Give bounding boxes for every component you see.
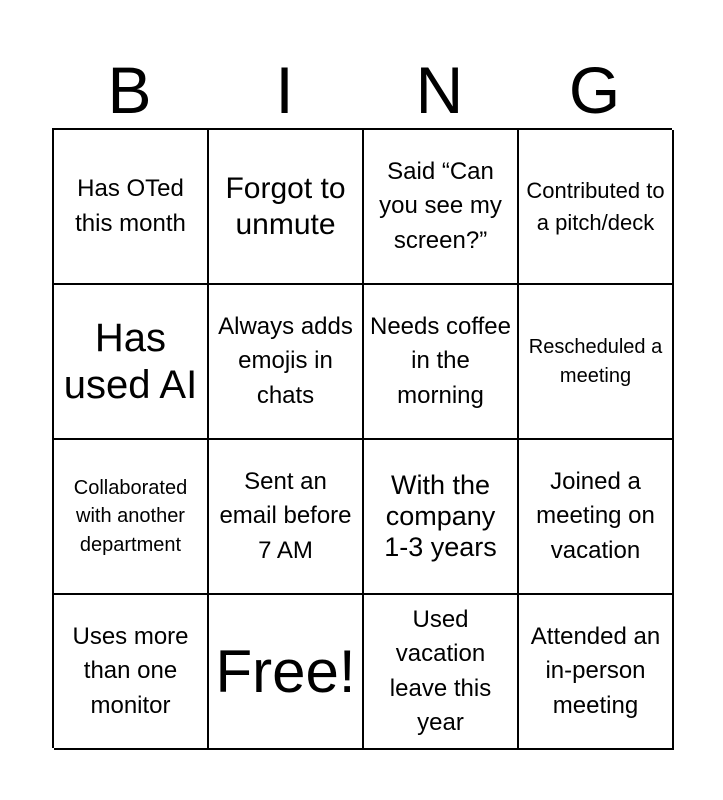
bingo-cell-r4c4[interactable]: [519, 595, 674, 750]
bingo-cell-r1c1[interactable]: [54, 130, 209, 285]
bingo-cell-r1c4[interactable]: [519, 130, 674, 285]
bingo-cell-r3c4[interactable]: [519, 440, 674, 595]
cell-text: Collaborated with another department: [73, 476, 188, 556]
cell-text: Always adds emojis in chats: [218, 313, 353, 409]
bingo-cell-r2c4[interactable]: [519, 285, 674, 440]
cell-text: Forgot to unmute: [225, 171, 346, 241]
cell-text: Rescheduled a meeting: [528, 335, 663, 387]
bingo-cell-r1c3[interactable]: [364, 130, 519, 285]
header-letter-i: I: [275, 53, 294, 127]
bingo-board: [52, 128, 672, 748]
bingo-cell-r1c2[interactable]: [209, 130, 364, 285]
cell-text: Used vacation leave this year: [389, 606, 492, 736]
cell-text: With the company 1-3 years: [384, 469, 497, 563]
cell-text: Free!: [215, 637, 356, 705]
bingo-cell-r3c2[interactable]: [209, 440, 364, 595]
bingo-cell-r3c3[interactable]: [364, 440, 519, 595]
bingo-header: [52, 52, 672, 128]
bingo-cell-r2c2[interactable]: [209, 285, 364, 440]
cell-text: Has OTed this month: [75, 175, 186, 237]
cell-text: Attended an in-person meeting: [530, 623, 661, 719]
cell-text: Contributed to a pitch/deck: [526, 177, 665, 235]
cell-text: Sent an email before 7 AM: [219, 468, 352, 564]
header-letter-g: G: [568, 53, 621, 127]
bingo-cell-r2c3[interactable]: [364, 285, 519, 440]
bingo-cell-r3c1[interactable]: [54, 440, 209, 595]
bingo-cell-r2c1[interactable]: [54, 285, 209, 440]
cell-text: Said “Can you see my screen?”: [379, 158, 502, 254]
cell-text: Joined a meeting on vacation: [536, 468, 655, 564]
cell-text: Uses more than one monitor: [72, 623, 189, 719]
bingo-cell-r4c1[interactable]: [54, 595, 209, 750]
cell-text: Has used AI: [63, 316, 198, 407]
bingo-cell-r4c3[interactable]: [364, 595, 519, 750]
bingo-cell-free[interactable]: [209, 595, 364, 750]
header-letter-n: N: [415, 53, 464, 127]
cell-text: Needs coffee in the morning: [370, 313, 511, 409]
header-letter-b: B: [107, 53, 152, 127]
